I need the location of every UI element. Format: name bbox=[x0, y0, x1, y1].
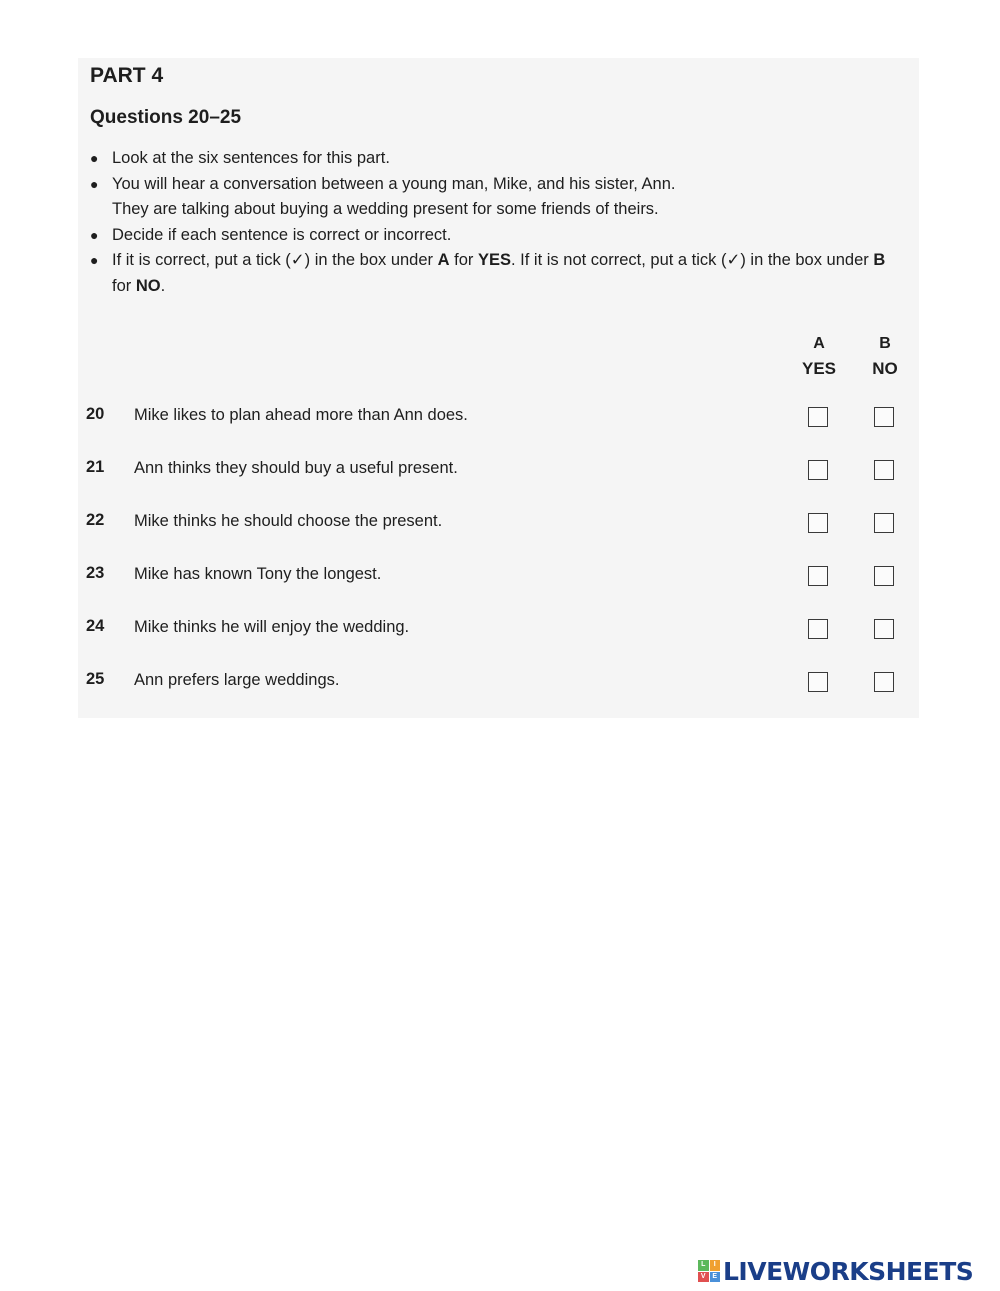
bullet-icon: ● bbox=[90, 150, 99, 166]
instruction-item: ● You will hear a conversation between a young man, Mike, and his sister, Ann. They are talking about buying a wedding present for some friends of theirs. bbox=[90, 172, 905, 223]
no-checkbox[interactable] bbox=[874, 619, 894, 639]
question-row-22 bbox=[78, 511, 919, 541]
no-checkbox[interactable] bbox=[874, 513, 894, 533]
instruction-item: ● Look at the six sentences for this part. bbox=[90, 146, 905, 172]
question-number: 20 bbox=[86, 405, 105, 423]
question-row-21 bbox=[78, 458, 919, 488]
logo-mark-icon: L I V E bbox=[698, 1260, 720, 1282]
worksheet-panel bbox=[78, 58, 919, 718]
no-checkbox[interactable] bbox=[874, 566, 894, 586]
question-number: 23 bbox=[86, 564, 105, 582]
no-checkbox[interactable] bbox=[874, 672, 894, 692]
column-word-yes: YES bbox=[801, 359, 837, 378]
question-text: Ann prefers large weddings. bbox=[134, 671, 340, 689]
question-number: 22 bbox=[86, 511, 105, 529]
question-row-20 bbox=[78, 405, 919, 435]
yes-checkbox[interactable] bbox=[808, 672, 828, 692]
logo-text: LIVEWORKSHEETS bbox=[723, 1256, 974, 1286]
question-text: Mike likes to plan ahead more than Ann does. bbox=[134, 406, 468, 424]
no-checkbox[interactable] bbox=[874, 407, 894, 427]
yes-checkbox[interactable] bbox=[808, 566, 828, 586]
column-letter-a: A bbox=[813, 335, 825, 352]
question-text: Mike thinks he will enjoy the wedding. bbox=[134, 618, 410, 636]
question-row-24 bbox=[78, 617, 919, 647]
yes-checkbox[interactable] bbox=[808, 407, 828, 427]
question-number: 21 bbox=[86, 458, 105, 476]
yes-checkbox[interactable] bbox=[808, 513, 828, 533]
bullet-icon: ● bbox=[90, 252, 99, 268]
no-checkbox[interactable] bbox=[874, 460, 894, 480]
question-text: Ann thinks they should buy a useful present. bbox=[134, 459, 458, 477]
questions-title: Questions 20–25 bbox=[90, 107, 242, 128]
instruction-item: ● If it is correct, put a tick (✓) in the box under A for YES. If it is not correct, put a tick (✓) in the box under B for NO. bbox=[90, 248, 905, 299]
yes-checkbox[interactable] bbox=[808, 460, 828, 480]
question-number: 24 bbox=[86, 617, 105, 635]
part-title: PART 4 bbox=[90, 64, 164, 87]
yes-checkbox[interactable] bbox=[808, 619, 828, 639]
column-word-no: NO bbox=[872, 359, 898, 378]
question-row-23 bbox=[78, 564, 919, 594]
question-text: Mike thinks he should choose the present. bbox=[134, 512, 443, 530]
instructions-list bbox=[90, 146, 905, 299]
question-row-25 bbox=[78, 670, 919, 700]
bullet-icon: ● bbox=[90, 226, 99, 243]
bullet-icon: ● bbox=[90, 175, 99, 192]
column-letter-b: B bbox=[879, 335, 891, 352]
liveworksheets-logo bbox=[698, 1256, 973, 1286]
question-text: Mike has known Tony the longest. bbox=[134, 565, 382, 583]
column-header-no bbox=[855, 331, 915, 381]
column-header-yes bbox=[789, 331, 849, 381]
question-number: 25 bbox=[86, 670, 105, 688]
instruction-item: ● Decide if each sentence is correct or incorrect. bbox=[90, 223, 905, 249]
